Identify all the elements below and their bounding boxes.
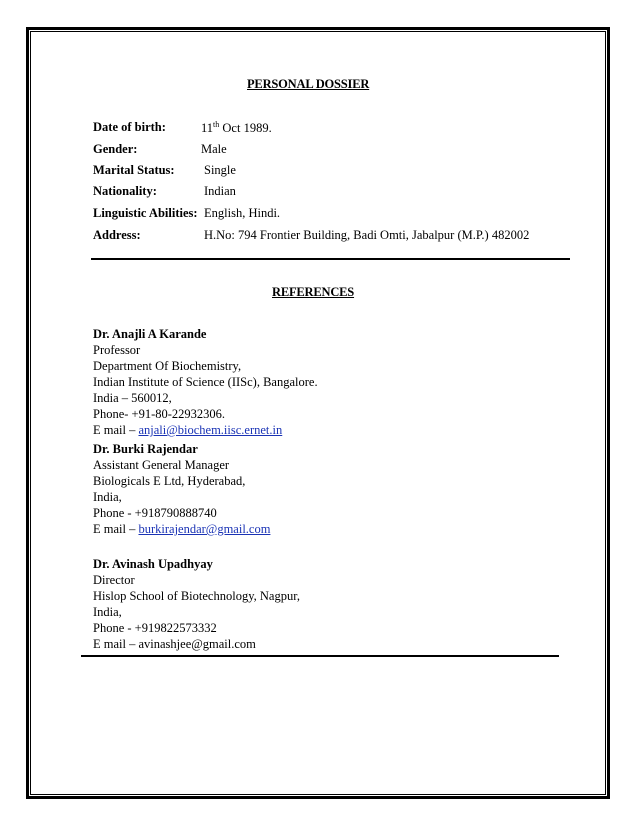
reference-email-line: E mail – anjali@biochem.iisc.ernet.in	[93, 423, 283, 437]
reference-line: Phone - +919822573332	[93, 621, 217, 635]
section-divider-1	[91, 258, 570, 260]
reference-email-line: E mail – avinashjee@gmail.com	[93, 637, 256, 651]
address-value: H.No: 794 Frontier Building, Badi Omti, Jabalpur (M.P.) 482002	[204, 228, 530, 242]
gender-value: Male	[201, 142, 227, 156]
reference-line: Department Of Biochemistry,	[93, 359, 242, 373]
reference-line: Assistant General Manager	[93, 458, 230, 472]
reference-email-line: E mail – burkirajendar@gmail.com	[93, 522, 271, 536]
nationality-label: Nationality:	[93, 184, 157, 198]
dob-value: 11th Oct 1989.	[201, 120, 272, 136]
linguistic-abilities-label: Linguistic Abilities:	[93, 206, 198, 220]
address-label: Address:	[93, 228, 141, 242]
marital-status-label: Marital Status:	[93, 163, 175, 177]
reference-line: Director	[93, 573, 135, 587]
section-divider-2	[81, 655, 559, 657]
reference-1	[93, 326, 318, 438]
reference-name: Dr. Burki Rajendar	[93, 442, 198, 456]
reference-name: Dr. Avinash Upadhyay	[93, 557, 213, 571]
reference-email-link[interactable]: burkirajendar@gmail.com	[138, 522, 271, 536]
reference-line: Hislop School of Biotechnology, Nagpur,	[93, 589, 301, 603]
reference-line: Phone - +918790888740	[93, 506, 217, 520]
reference-line: Phone- +91-80-22932306.	[93, 407, 226, 421]
reference-email-text: avinashjee@gmail.com	[138, 637, 256, 651]
references-heading: REFERENCES	[272, 285, 355, 299]
marital-status-value: Single	[204, 163, 236, 177]
reference-email-link[interactable]: anjali@biochem.iisc.ernet.in	[138, 423, 283, 437]
personal-dossier-heading: PERSONAL DOSSIER	[247, 77, 370, 91]
reference-2	[93, 441, 270, 537]
reference-line: Professor	[93, 343, 141, 357]
gender-label: Gender:	[93, 142, 138, 156]
reference-3	[93, 556, 300, 652]
reference-line: India – 560012,	[93, 391, 172, 405]
reference-line: Biologicals E Ltd, Hyderabad,	[93, 474, 246, 488]
reference-line: Indian Institute of Science (IISc), Bangalore.	[93, 375, 318, 389]
dob-label: Date of birth:	[93, 120, 166, 134]
reference-line: India,	[93, 605, 122, 619]
reference-line: India,	[93, 490, 122, 504]
reference-name: Dr. Anajli A Karande	[93, 327, 207, 341]
linguistic-abilities-value: English, Hindi.	[204, 206, 281, 220]
nationality-value: Indian	[204, 184, 236, 198]
